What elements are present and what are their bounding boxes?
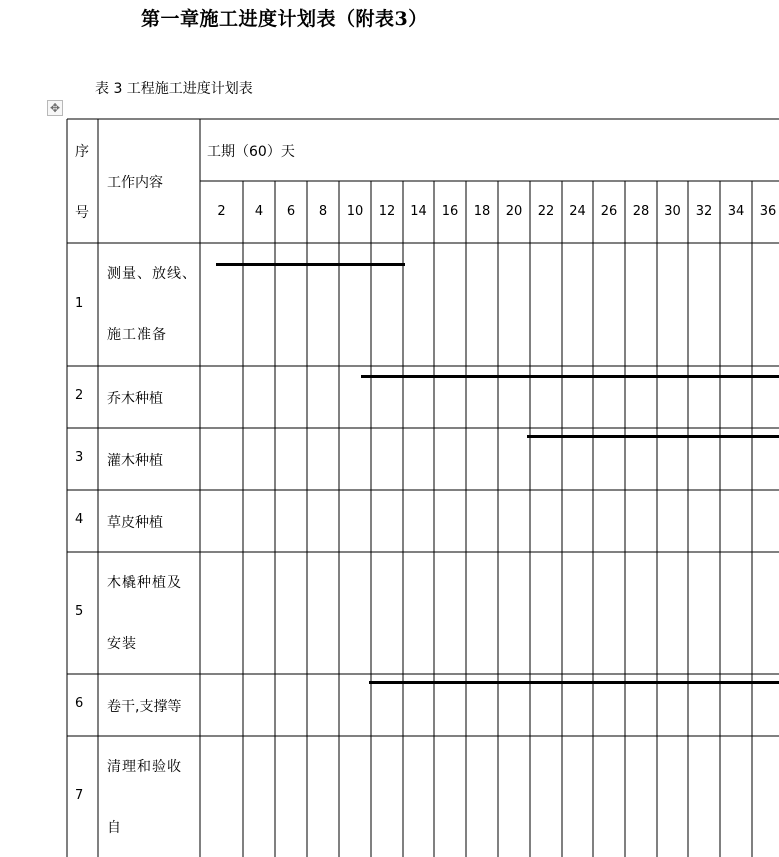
row-number: 4 — [75, 512, 84, 527]
day-column-label: 36 — [759, 204, 777, 219]
row-number: 6 — [75, 696, 84, 711]
day-column-label: 4 — [254, 204, 264, 219]
day-column-label: 8 — [318, 204, 328, 219]
header-content: 工作内容 — [107, 175, 163, 191]
schedule-bar — [361, 375, 779, 378]
row-number: 2 — [75, 388, 84, 403]
row-content: 清理和验收 — [107, 759, 182, 775]
day-column-label: 12 — [378, 204, 396, 219]
table-caption: 表 3 工程施工进度计划表 — [95, 81, 253, 97]
schedule-bar — [216, 263, 405, 266]
header-period: 工期（60）天 — [207, 144, 295, 160]
row-content: 安装 — [107, 636, 137, 652]
schedule-bar — [527, 435, 779, 438]
row-content: 施工准备 — [107, 327, 167, 343]
day-column-label: 16 — [441, 204, 459, 219]
move-icon[interactable]: ✥ — [47, 100, 63, 116]
row-content: 卷干,支撑等 — [107, 699, 182, 715]
row-number: 3 — [75, 450, 84, 465]
page-title: 第一章施工进度计划表（附表3） — [141, 8, 428, 30]
row-number: 1 — [75, 295, 84, 311]
row-content: 测量、放线、 — [107, 266, 197, 282]
header-seq-bottom: 号 — [75, 205, 89, 221]
day-column-label: 30 — [664, 204, 681, 219]
row-content: 自 — [107, 820, 122, 836]
day-column-label: 14 — [410, 204, 427, 219]
row-number: 7 — [75, 787, 84, 803]
day-column-label: 34 — [727, 204, 745, 219]
header-seq-top: 序 — [75, 144, 89, 160]
row-content: 乔木种植 — [107, 391, 163, 407]
row-number: 5 — [75, 604, 84, 619]
day-column-label: 22 — [537, 204, 555, 219]
day-column-label: 26 — [600, 204, 618, 219]
day-column-label: 10 — [346, 204, 364, 219]
day-column-label: 24 — [569, 204, 586, 219]
day-column-label: 6 — [286, 204, 296, 219]
day-column-label: 18 — [473, 204, 491, 219]
day-column-label: 32 — [695, 204, 713, 219]
row-content: 草皮种植 — [107, 515, 163, 531]
day-column-label: 28 — [632, 204, 650, 219]
schedule-bar — [369, 681, 779, 684]
day-column-label: 2 — [217, 204, 226, 219]
row-content: 木橇种植及 — [107, 575, 182, 591]
day-column-label: 20 — [505, 204, 523, 219]
row-content: 灌木种植 — [107, 453, 163, 469]
